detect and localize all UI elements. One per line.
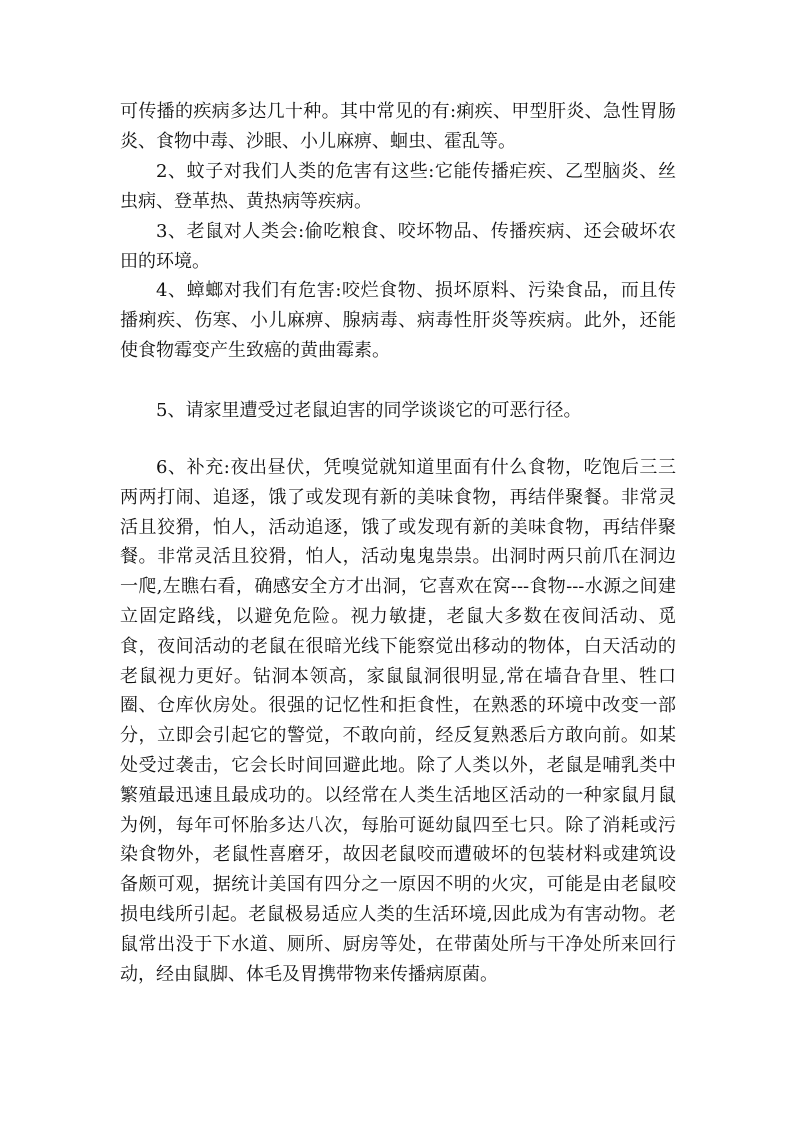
paragraph-cockroach-harm: 4、蟑螂对我们有危害:咬烂食物、损坏原料、污染食品，而且传播痢疾、伤寒、小儿麻痹、腺病毒、病毒性肝炎等疾病。此外，还能使食物霉变产生致癌的黄曲霉素。 bbox=[120, 280, 676, 361]
paragraph-diseases-continued: 可传播的疾病多达几十种。其中常见的有:痢疾、甲型肝炎、急性胃肠炎、食物中毒、沙眼、小儿麻痹、蛔虫、霍乱等。 bbox=[120, 101, 676, 152]
paragraph-rat-supplement: 6、补充:夜出昼伏，凭嗅觉就知道里面有什么食物，吃饱后三三两两打闹、追逐，饿了或发现有新的美味食物，再结伴聚餐。非常灵活且狡猾，怕人，活动追逐，饿了或发现有新的美味食物，再结伴聚餐。非常灵活且狡猾，怕人，活动鬼鬼祟祟。出洞时两只前爪在洞边一爬,左瞧右看，确感安全方才出洞，它喜欢在窝---食物---水源之间建立固定路线，以避免危险。视力敏捷，老鼠大多数在夜间活动、觅食，夜间活动的老鼠在很暗光线下能察觉出移动的物体，白天活动的老鼠视力更好。钻洞本领高，家鼠鼠洞很明显,常在墙旮旮里、牲口圈、仓库伙房处。很强的记忆性和拒食性，在熟悉的环境中改变一部分，立即会引起它的警觉，不敢向前，经反复熟悉后方敢向前。如某处受过袭击，它会长时间回避此地。除了人类以外，老鼠是哺乳类中繁殖最迅速且最成功的。以经常在人类生活地区活动的一种家鼠月鼠为例，每年可怀胎多达八次，每胎可诞幼鼠四至七只。除了消耗或污染食物外，老鼠性喜磨牙，故因老鼠咬而遭破坏的包装材料或建筑设备颇可观，据统计美国有四分之一原因不明的火灾，可能是由老鼠咬损电线所引起。老鼠极易适应人类的生活环境,因此成为有害动物。老鼠常出没于下水道、厕所、厨房等处，在带菌处所与干净处所来回行动，经由鼠脚、体毛及胃携带物来传播病原菌。 bbox=[120, 457, 676, 985]
paragraph-mosquito-harm: 2、蚊子对我们人类的危害有这些:它能传播疟疾、乙型脑炎、丝虫病、登革热、黄热病等疾病。 bbox=[120, 161, 676, 212]
paragraph-discussion-prompt: 5、请家里遭受过老鼠迫害的同学谈谈它的可恶行径。 bbox=[156, 400, 582, 421]
paragraph-rat-harm: 3、老鼠对人类会:偷吃粮食、咬坏物品、传播疾病、还会破坏农田的环境。 bbox=[120, 221, 676, 272]
